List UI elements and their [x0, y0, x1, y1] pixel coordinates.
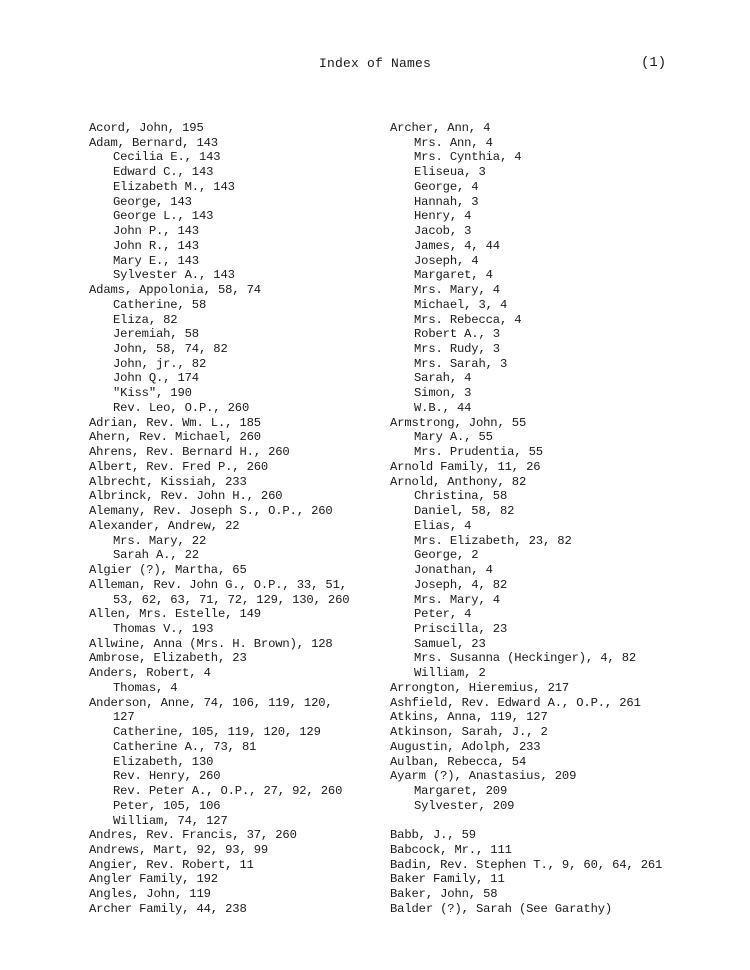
- index-entry: Arnold Family, 11, 26: [390, 459, 541, 474]
- index-subentry: Rev. Henry, 260: [113, 769, 221, 784]
- index-entry: Adrian, Rev. Wm. L., 185: [89, 415, 261, 430]
- index-subentry: Thomas V., 193: [113, 621, 214, 636]
- index-subentry: William, 2: [414, 666, 486, 681]
- index-subentry: Rev. Leo, O.P., 260: [113, 400, 250, 415]
- index-subentry: John P., 143: [113, 224, 199, 239]
- index-subentry: Jeremiah, 58: [113, 327, 199, 342]
- index-entry: Armstrong, John, 55: [390, 415, 527, 430]
- index-subentry: Daniel, 58, 82: [414, 504, 515, 519]
- index-subentry: Peter, 105, 106: [113, 798, 221, 813]
- index-entry: Baker Family, 11: [390, 872, 505, 887]
- index-entry: Ambrose, Elizabeth, 23: [89, 651, 247, 666]
- index-entry: Anderson, Anne, 74, 106, 119, 120,: [89, 695, 333, 710]
- index-entry: Atkinson, Sarah, J., 2: [390, 725, 548, 740]
- index-subentry: 127: [113, 710, 135, 725]
- index-subentry: George, 4: [414, 179, 479, 194]
- index-subentry: Elizabeth, 130: [113, 754, 214, 769]
- index-subentry: Michael, 3, 4: [414, 297, 508, 312]
- index-subentry: Sylvester A., 143: [113, 268, 235, 283]
- index-subentry: Eliza, 82: [113, 312, 178, 327]
- index-subentry: Mrs. Rebecca, 4: [414, 312, 522, 327]
- index-entry: Angler Family, 192: [89, 872, 218, 887]
- index-subentry: John Q., 174: [113, 371, 199, 386]
- index-subentry: John R., 143: [113, 238, 199, 253]
- index-subentry: John, jr., 82: [113, 356, 207, 371]
- index-subentry: Sylvester, 209: [414, 798, 515, 813]
- index-entry: Ahrens, Rev. Bernard H., 260: [89, 445, 290, 460]
- index-entry: Arrongton, Hieremius, 217: [390, 680, 570, 695]
- index-entry: Ashfield, Rev. Edward A., O.P., 261: [390, 695, 641, 710]
- index-entry: Babcock, Mr., 111: [390, 842, 512, 857]
- index-entry: Allwine, Anna (Mrs. H. Brown), 128: [89, 636, 333, 651]
- index-entry: Albrecht, Kissiah, 233: [89, 474, 247, 489]
- index-entry: Baker, John, 58: [390, 887, 498, 902]
- page-number: (1): [641, 55, 667, 71]
- index-subentry: Mary E., 143: [113, 253, 199, 268]
- index-entry: Algier (?), Martha, 65: [89, 563, 247, 578]
- index-subentry: Edward C., 143: [113, 165, 214, 180]
- index-entry: Acord, John, 195: [89, 121, 204, 135]
- index-column-left: [89, 121, 389, 917]
- index-subentry: Mrs. Ann, 4: [414, 135, 493, 150]
- index-subentry: Mrs. Susanna (Heckinger), 4, 82: [414, 651, 637, 666]
- index-subentry: Henry, 4: [414, 209, 472, 224]
- index-subentry: Margaret, 4: [414, 268, 493, 283]
- index-entry: Balder (?), Sarah (See Garathy): [390, 901, 613, 916]
- index-entry: Adams, Appolonia, 58, 74: [89, 283, 261, 298]
- index-subentry: William, 74, 127: [113, 813, 228, 828]
- index-subentry: "Kiss", 190: [113, 386, 192, 401]
- index-subentry: Priscilla, 23: [414, 621, 508, 636]
- index-entry: Aulban, Rebecca, 54: [390, 754, 527, 769]
- index-entry: Adam, Bernard, 143: [89, 135, 218, 150]
- index-subentry: Mrs. Prudentia, 55: [414, 445, 543, 460]
- index-subentry: Thomas, 4: [113, 680, 178, 695]
- index-subentry: Sarah, 4: [414, 371, 472, 386]
- index-entry: Ahern, Rev. Michael, 260: [89, 430, 261, 445]
- index-entry: Angles, John, 119: [89, 887, 211, 902]
- index-entry: Angier, Rev. Robert, 11: [89, 857, 254, 872]
- index-entry: Albert, Rev. Fred P., 260: [89, 459, 269, 474]
- index-subentry: Cecilia E., 143: [113, 150, 221, 165]
- index-subentry: Mrs. Mary, 4: [414, 592, 500, 607]
- index-entry: Augustin, Adolph, 233: [390, 739, 541, 754]
- index-entry: Ayarm (?), Anastasius, 209: [390, 769, 577, 784]
- index-column-right: [390, 121, 735, 917]
- index-subentry: 53, 62, 63, 71, 72, 129, 130, 260: [113, 592, 350, 607]
- index-entry: Albrinck, Rev. John H., 260: [89, 489, 283, 504]
- index-subentry: Hannah, 3: [414, 194, 479, 209]
- index-entry: Alemany, Rev. Joseph S., O.P., 260: [89, 504, 333, 519]
- index-subentry: James, 4, 44: [414, 238, 500, 253]
- index-subentry: Mary A., 55: [414, 430, 493, 445]
- index-entry: Anders, Robert, 4: [89, 666, 211, 681]
- index-subentry: Eliseua, 3: [414, 165, 486, 180]
- index-subentry: Mrs. Elizabeth, 23, 82: [414, 533, 572, 548]
- index-subentry: Mrs. Mary, 22: [113, 533, 207, 548]
- index-entry: Badin, Rev. Stephen T., 9, 60, 64, 261: [390, 857, 663, 872]
- index-subentry: Mrs. Mary, 4: [414, 283, 500, 298]
- index-entry: Atkins, Anna, 119, 127: [390, 710, 548, 725]
- index-subentry: Samuel, 23: [414, 636, 486, 651]
- index-subentry: George L., 143: [113, 209, 214, 224]
- index-subentry: George, 2: [414, 548, 479, 563]
- index-subentry: Mrs. Cynthia, 4: [414, 150, 522, 165]
- index-entry: Archer, Ann, 4: [390, 121, 491, 135]
- index-subentry: Catherine, 58: [113, 297, 207, 312]
- index-subentry: Mrs. Rudy, 3: [414, 342, 500, 357]
- index-subentry: Peter, 4: [414, 607, 472, 622]
- index-subentry: John, 58, 74, 82: [113, 342, 228, 357]
- index-subentry: Elizabeth M., 143: [113, 179, 235, 194]
- page-title: Index of Names: [318, 56, 432, 71]
- index-subentry: Jonathan, 4: [414, 563, 493, 578]
- index-entry: Arnold, Anthony, 82: [390, 474, 527, 489]
- index-subentry: Catherine, 105, 119, 120, 129: [113, 725, 321, 740]
- index-entry: Allen, Mrs. Estelle, 149: [89, 607, 261, 622]
- index-subentry: Jacob, 3: [414, 224, 472, 239]
- index-subentry: Simon, 3: [414, 386, 472, 401]
- index-subentry: Joseph, 4, 82: [414, 577, 508, 592]
- index-subentry: Joseph, 4: [414, 253, 479, 268]
- index-entry: Alexander, Andrew, 22: [89, 518, 240, 533]
- index-subentry: Rev. Peter A., O.P., 27, 92, 260: [113, 784, 343, 799]
- index-subentry: Mrs. Sarah, 3: [414, 356, 508, 371]
- index-subentry: W.B., 44: [414, 400, 472, 415]
- index-subentry: Sarah A., 22: [113, 548, 199, 563]
- index-entry: Babb, J., 59: [390, 828, 476, 843]
- index-subentry: Christina, 58: [414, 489, 508, 504]
- index-subentry: Elias, 4: [414, 518, 472, 533]
- index-subentry: Margaret, 209: [414, 784, 508, 799]
- index-subentry: George, 143: [113, 194, 192, 209]
- index-entry: Andres, Rev. Francis, 37, 260: [89, 828, 297, 843]
- index-entry: Alleman, Rev. John G., O.P., 33, 51,: [89, 577, 347, 592]
- index-entry: Archer Family, 44, 238: [89, 901, 247, 916]
- index-subentry: Catherine A., 73, 81: [113, 739, 257, 754]
- index-subentry: Robert A., 3: [414, 327, 500, 342]
- index-entry: Andrews, Mart, 92, 93, 99: [89, 842, 269, 857]
